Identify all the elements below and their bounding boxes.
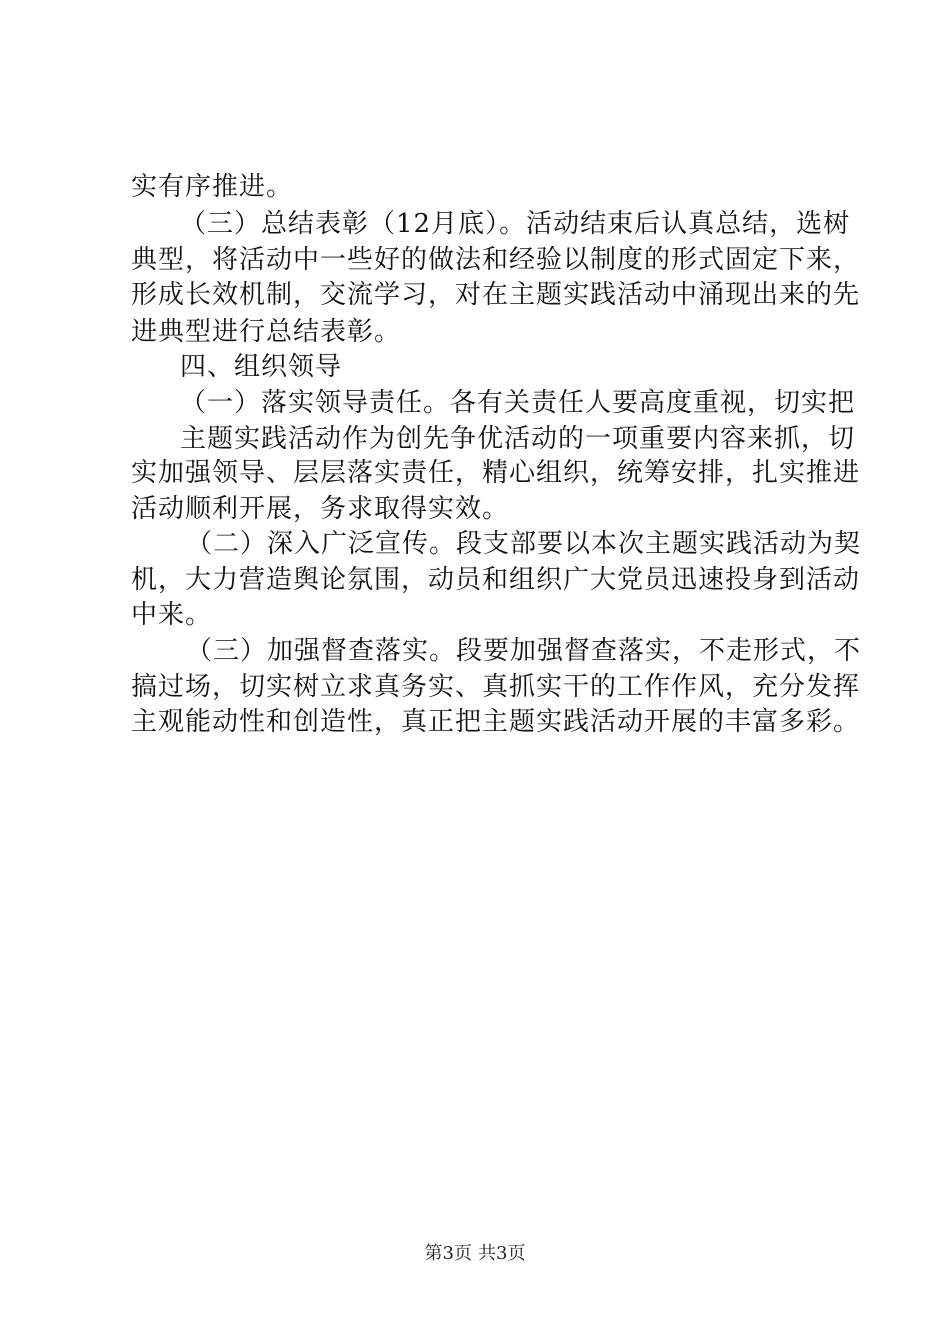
text-line-2: （三）总结表彰（12月底）。活动结束后认真总结，选树	[180, 209, 851, 239]
text-line-1: 实有序推进。	[131, 172, 294, 202]
text-line-11: （二）深入广泛宣传。段支部要以本次主题实践活动为契	[186, 529, 862, 559]
text-line-4: 形成长效机制，交流学习，对在主题实践活动中涌现出来的先	[131, 280, 861, 310]
text-line-9: 实加强领导、层层落实责任，精心组织，统筹安排，扎实推进	[131, 458, 861, 488]
text-line-12: 机，大力营造舆论氛围，动员和组织广大党员迅速投身到活动	[131, 565, 861, 595]
page-number: 第3页	[424, 1243, 472, 1264]
text-line-15: 搞过场，切实树立求真务实、真抓实干的工作作风，充分发挥	[131, 672, 861, 702]
text-line-7: （一）落实领导责任。各有关责任人要高度重视，切实把	[180, 388, 856, 418]
text-line-10: 活动顺利开展，务求取得实效。	[131, 494, 510, 524]
text-line-16: 主观能动性和创造性，真正把主题实践活动开展的丰富多彩。	[131, 707, 861, 737]
text-line-13: 中来。	[131, 600, 213, 630]
page-total: 共3页	[478, 1243, 526, 1264]
text-line-3: 典型，将活动中一些好的做法和经验以制度的形式固定下来，	[131, 245, 861, 275]
section-heading-4: 四、组织领导	[180, 352, 343, 382]
text-line-5: 进典型进行总结表彰。	[131, 317, 402, 347]
text-line-8: 主题实践活动作为创先争优活动的一项重要内容来抓，切	[180, 424, 856, 454]
page-footer	[0, 1243, 950, 1265]
text-line-14: （三）加强督查落实。段要加强督查落实，不走形式，不	[186, 636, 862, 666]
